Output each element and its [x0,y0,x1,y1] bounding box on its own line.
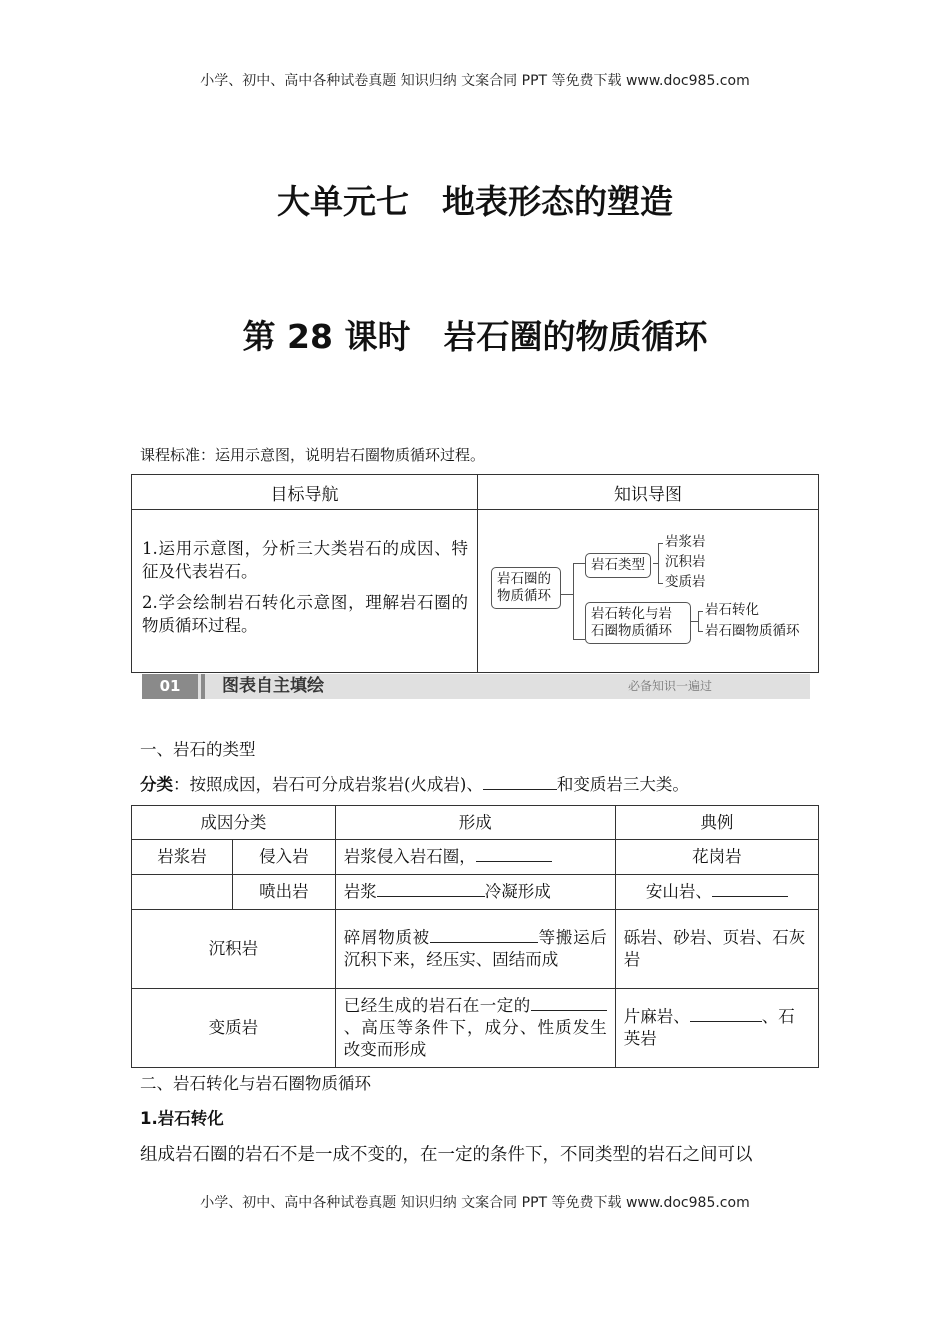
mindmap-connector [573,639,585,640]
igneous-label: 岩浆岩 [132,840,233,875]
mindmap-connector [691,621,698,622]
answer-blank[interactable] [712,881,788,897]
mindmap-connector [698,631,703,632]
goal-item-1: 1.运用示意图，分析三大类岩石的成因、特征及代表岩石。 [142,539,468,581]
section-banner [142,674,810,699]
mindmap-leaf-cycle: 岩石圈物质循环 [705,623,800,639]
header-example: 典例 [615,806,818,840]
metamorphic-example-b: 、石英岩 [623,1007,795,1048]
classification-line [140,771,689,795]
mindmap-leaf-sedimentary: 沉积岩 [665,554,706,570]
part1-heading: 一、岩石的类型 [140,740,256,759]
metamorphic-formation-b: 、高压等条件下，成分、性质发生改变而形成 [343,1018,607,1059]
metamorphic-label: 变质岩 [132,989,336,1068]
sedimentary-example: 砾岩、砂岩、页岩、石灰岩 [615,910,818,989]
answer-blank[interactable] [430,927,538,943]
section-divider [201,674,205,699]
mindmap-connector [573,563,574,639]
goals-cell [132,510,478,673]
mindmap-leaf-metamorphic: 变质岩 [665,574,706,590]
page-footer: 小学、初中、高中各种试卷真题 知识归纳 文案合同 PPT 等免费下载 www.doc985.com [200,1195,750,1211]
intrusive-example: 花岗岩 [615,840,818,875]
sedimentary-label: 沉积岩 [132,910,336,989]
metamorphic-formation [335,989,615,1068]
classification-text-b: 和变质岩三大类。 [556,775,689,794]
mindmap-root: 岩石圈的物质循环 [491,567,561,609]
subsection-heading: 1.岩石转化 [140,1109,224,1128]
sedimentary-formation-a: 碎屑物质被 [343,928,430,947]
igneous-empty-cell [132,875,233,910]
mindmap-connector [658,583,663,584]
header-genesis: 成因分类 [132,806,336,840]
unit-title: 大单元七 地表形态的塑造 [277,182,673,221]
mindmap-header: 知识导图 [478,475,819,510]
classification-label: 分类 [140,775,173,794]
extrusive-formation [335,875,615,910]
extrusive-example [615,875,818,910]
mindmap-connector [658,543,659,583]
mindmap-connector [573,563,585,564]
mindmap-connector [561,594,573,595]
sedimentary-formation-b: 等搬运后沉积下来，经压实、固结而成 [343,928,607,969]
extrusive-example-text: 安山岩、 [645,882,712,901]
intrusive-formation [335,840,615,875]
goal-item-2: 2.学会绘制岩石转化示意图，理解岩石圈的物质循环过程。 [142,593,468,635]
mindmap-leaf-igneous: 岩浆岩 [665,534,706,550]
answer-blank[interactable] [531,995,607,1011]
extrusive-formation-b: 冷凝形成 [484,882,551,901]
extrusive-label: 喷出岩 [233,875,336,910]
intrusive-formation-text: 岩浆侵入岩石圈， [343,847,476,866]
sedimentary-formation [335,910,615,989]
mindmap-connector [698,611,703,612]
metamorphic-example [615,989,818,1068]
header-formation: 形成 [335,806,615,840]
body-paragraph: 组成岩石圈的岩石不是一成不变的，在一定的条件下，不同类型的岩石之间可以 [140,1145,753,1165]
classification-text-a: ：按照成因，岩石可分成岩浆岩(火成岩)、 [173,775,483,794]
metamorphic-formation-a: 已经生成的岩石在一定的 [343,996,531,1015]
page-header: 小学、初中、高中各种试卷真题 知识归纳 文案合同 PPT 等免费下载 www.doc985.com [200,73,750,89]
answer-blank[interactable] [476,846,552,862]
mindmap-branch-types: 岩石类型 [585,553,651,578]
intrusive-label: 侵入岩 [233,840,336,875]
mindmap-leaf-conversion: 岩石转化 [705,602,759,618]
answer-blank[interactable] [377,881,485,897]
answer-blank[interactable] [483,774,557,790]
metamorphic-example-a: 片麻岩、 [623,1007,690,1026]
course-standard: 课程标准：运用示意图，说明岩石圈物质循环过程。 [140,446,486,464]
lesson-title: 第 28 课时 岩石圈的物质循环 [242,317,708,356]
navigation-table [131,474,819,673]
goals-header: 目标导航 [132,475,478,510]
section-number: 01 [142,674,198,699]
part2-heading: 二、岩石转化与岩石圈物质循环 [140,1074,371,1093]
mindmap-branch-conversion: 岩石转化与岩石圈物质循环 [585,602,691,644]
answer-blank[interactable] [690,1006,762,1022]
section-subtitle: 必备知识一遍过 [627,679,712,693]
rock-types-table [131,805,819,1068]
mindmap-cell [478,510,819,673]
section-title: 图表自主填绘 [222,676,324,696]
extrusive-formation-a: 岩浆 [343,882,377,901]
mindmap-connector [658,543,663,544]
mindmap-connector [698,611,699,631]
knowledge-mindmap [479,511,817,671]
